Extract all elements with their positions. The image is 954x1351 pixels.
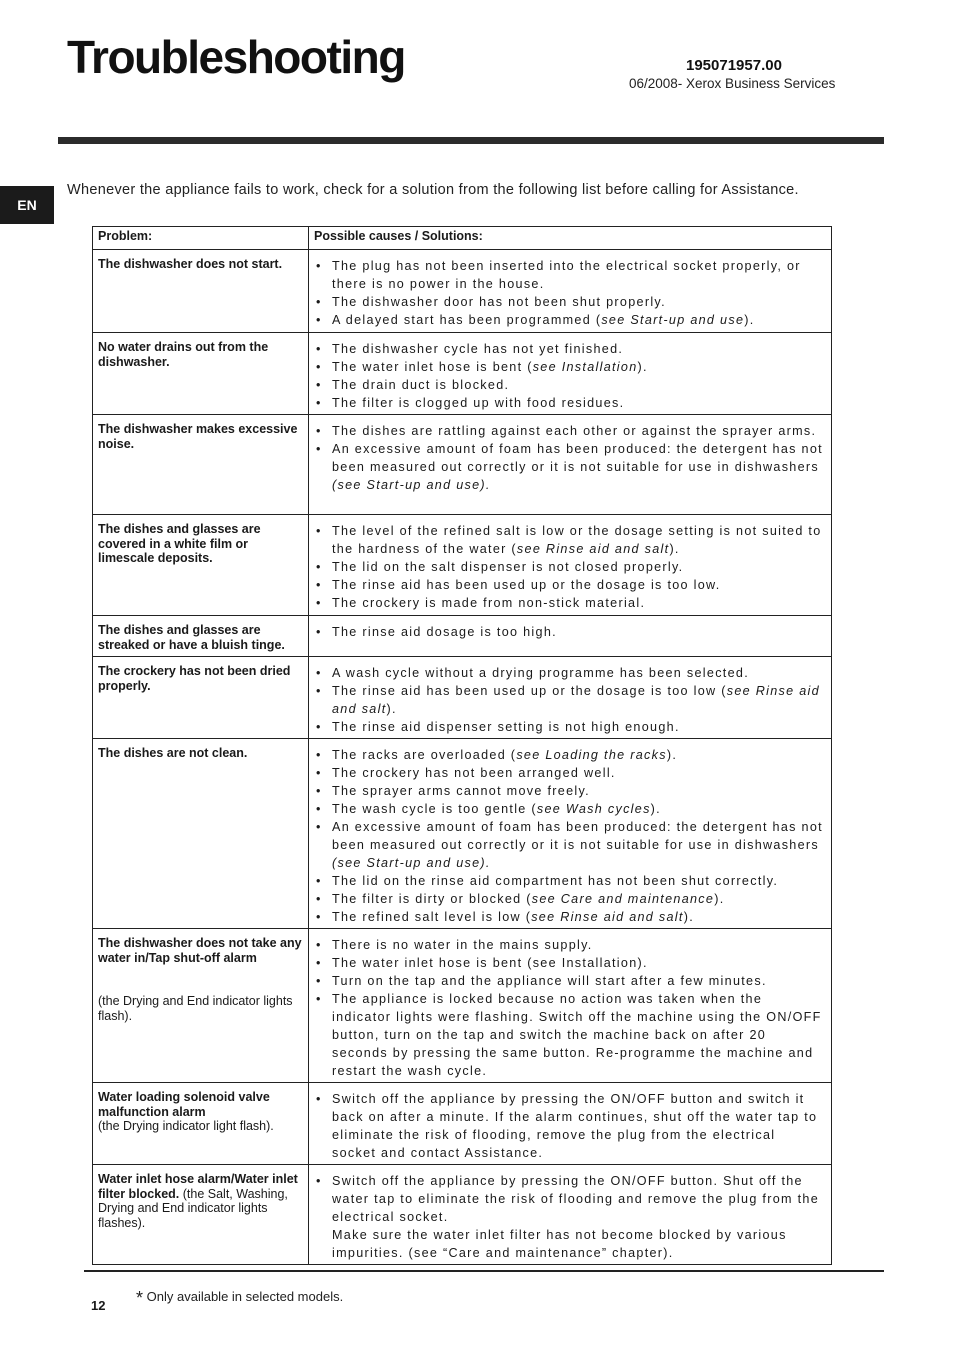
table-row <box>93 739 832 929</box>
problem-cell: The dishes and glasses are covered in a white film or limescale deposits. <box>93 515 309 616</box>
solutions-cell <box>309 657 832 739</box>
problem-cell: The dishwasher does not take any water in/Tap shut-off alarm (the Drying and End indicator lights flash). <box>93 929 309 1083</box>
table-row <box>93 250 832 333</box>
list-item: • Turn on the tap and the appliance will start after a few minutes. <box>314 972 823 990</box>
asterisk: * <box>136 1288 144 1308</box>
problem-cell: Water loading solenoid valve malfunction alarm (the Drying indicator light flash). <box>93 1083 309 1165</box>
solutions-cell <box>309 616 832 657</box>
list-item: • Switch off the appliance by pressing the ON/OFF button and switch it back on after a minute. If the alarm continues, shut off the water tap to eliminate the risk of flooding, remove the plug from the electrical socket and contact Assistance. <box>314 1090 823 1162</box>
list-item: • The dishes are rattling against each other or against the sprayer arms. <box>314 422 823 440</box>
page-title: Troubleshooting <box>67 31 405 83</box>
problem-note: (the Drying and End indicator lights flash). <box>98 994 293 1023</box>
list-item: • The lid on the salt dispenser is not closed properly. <box>314 558 823 576</box>
problem-cell: No water drains out from the dishwasher. <box>93 333 309 415</box>
header-rule <box>58 137 884 144</box>
list-item: • The appliance is locked because no action was taken when the indicator lights were flashing. Switch off the machine using the ON/OFF button, turn on the tap and switch the machine back on after 20 seconds by pressing the same button. Re-programme the machine and restart the wash cycle. <box>314 990 823 1080</box>
list-item: • The plug has not been inserted into the electrical socket properly, or there is no power in the house. <box>314 257 823 293</box>
solutions-cell <box>309 415 832 515</box>
problem-note: (the Salt, Washing, Drying and End indicator lights flashes). <box>98 1186 288 1230</box>
list-item: • The lid on the rinse aid compartment has not been shut correctly. <box>314 872 823 890</box>
problem-note: (the Drying indicator light flash). <box>98 1119 274 1134</box>
problem-column-header: Problem: <box>93 227 309 250</box>
intro-text: Whenever the appliance fails to work, check for a solution from the following list before calling for Assistance. <box>67 182 799 198</box>
list-item: • The crockery is made from non-stick material. <box>314 594 823 612</box>
table-row <box>93 333 832 415</box>
list-item: • The dishwasher cycle has not yet finished. <box>314 340 823 358</box>
document-date-publisher: 06/2008- Xerox Business Services <box>629 76 836 91</box>
list-item: • The wash cycle is too gentle (see Wash cycles). <box>314 800 823 818</box>
list-item: • The sprayer arms cannot move freely. <box>314 782 823 800</box>
list-item: • The refined salt level is low (see Rinse aid and salt). <box>314 908 823 926</box>
list-item: • Switch off the appliance by pressing the ON/OFF button. Shut off the water tap to eliminate the risk of flooding and remove the plug from the electrical socket. <box>314 1172 823 1226</box>
solutions-cell <box>309 333 832 415</box>
solutions-cell <box>309 739 832 929</box>
table-row <box>93 657 832 739</box>
list-item: • The rinse aid has been used up or the dosage is too low. <box>314 576 823 594</box>
troubleshooting-table <box>92 226 832 1265</box>
problem-cell: The dishes are not clean. <box>93 739 309 929</box>
list-item: • The water inlet hose is bent (see Installation). <box>314 954 823 972</box>
table-row <box>93 1083 832 1165</box>
document-number: 195071957.00 <box>686 57 782 74</box>
table-row <box>93 415 832 515</box>
list-item: • The filter is dirty or blocked (see Care and maintenance). <box>314 890 823 908</box>
table-row <box>93 515 832 616</box>
list-item: • The rinse aid has been used up or the dosage is too low (see Rinse aid and salt). <box>314 682 823 718</box>
solutions-cell <box>309 1083 832 1165</box>
problem-cell: The dishes and glasses are streaked or have a bluish tinge. <box>93 616 309 657</box>
list-item: • The water inlet hose is bent (see Installation). <box>314 358 823 376</box>
table-row <box>93 929 832 1083</box>
list-item: • The rinse aid dosage is too high. <box>314 623 823 641</box>
problem-cell: The crockery has not been dried properly. <box>93 657 309 739</box>
list-item: • The racks are overloaded (see Loading the racks). <box>314 746 823 764</box>
page-number: 12 <box>91 1298 106 1313</box>
list-item: • A wash cycle without a drying programme has been selected. <box>314 664 823 682</box>
footnote <box>136 1288 343 1309</box>
footnote-text: Only available in selected models. <box>146 1289 344 1304</box>
list-item: • An excessive amount of foam has been produced: the detergent has not been measured out correctly or it is not suitable for use in dishwashers (see Start-up and use). <box>314 440 823 494</box>
solution-continuation: Make sure the water inlet filter has not become blocked by various impurities. (see “Care and maintenance” chapter). <box>332 1228 787 1261</box>
footer-rule <box>84 1270 884 1272</box>
table-row <box>93 616 832 657</box>
list-item: • The filter is clogged up with food residues. <box>314 394 823 412</box>
list-item: • An excessive amount of foam has been produced: the detergent has not been measured out correctly or it is not suitable for use in dishwashers (see Start-up and use). <box>314 818 823 872</box>
solutions-cell <box>309 250 832 333</box>
problem-cell: The dishwasher makes excessive noise. <box>93 415 309 515</box>
language-tab: EN <box>0 186 54 224</box>
solutions-column-header: Possible causes / Solutions: <box>309 227 832 250</box>
list-item: • A delayed start has been programmed (see Start-up and use). <box>314 311 823 329</box>
list-item: • The rinse aid dispenser setting is not high enough. <box>314 718 823 736</box>
table-header-row <box>93 227 832 250</box>
list-item: • There is no water in the mains supply. <box>314 936 823 954</box>
table-row <box>93 1165 832 1265</box>
list-item: • The dishwasher door has not been shut properly. <box>314 293 823 311</box>
solutions-cell <box>309 1165 832 1265</box>
list-item: • The level of the refined salt is low or the dosage setting is not suited to the hardness of the water (see Rinse aid and salt). <box>314 522 823 558</box>
solutions-cell <box>309 929 832 1083</box>
problem-cell: Water inlet hose alarm/Water inlet filter blocked. (the Salt, Washing, Drying and End indicator lights flashes). <box>93 1165 309 1265</box>
list-item: • The crockery has not been arranged well. <box>314 764 823 782</box>
solutions-cell <box>309 515 832 616</box>
list-item: • The drain duct is blocked. <box>314 376 823 394</box>
problem-cell: The dishwasher does not start. <box>93 250 309 333</box>
